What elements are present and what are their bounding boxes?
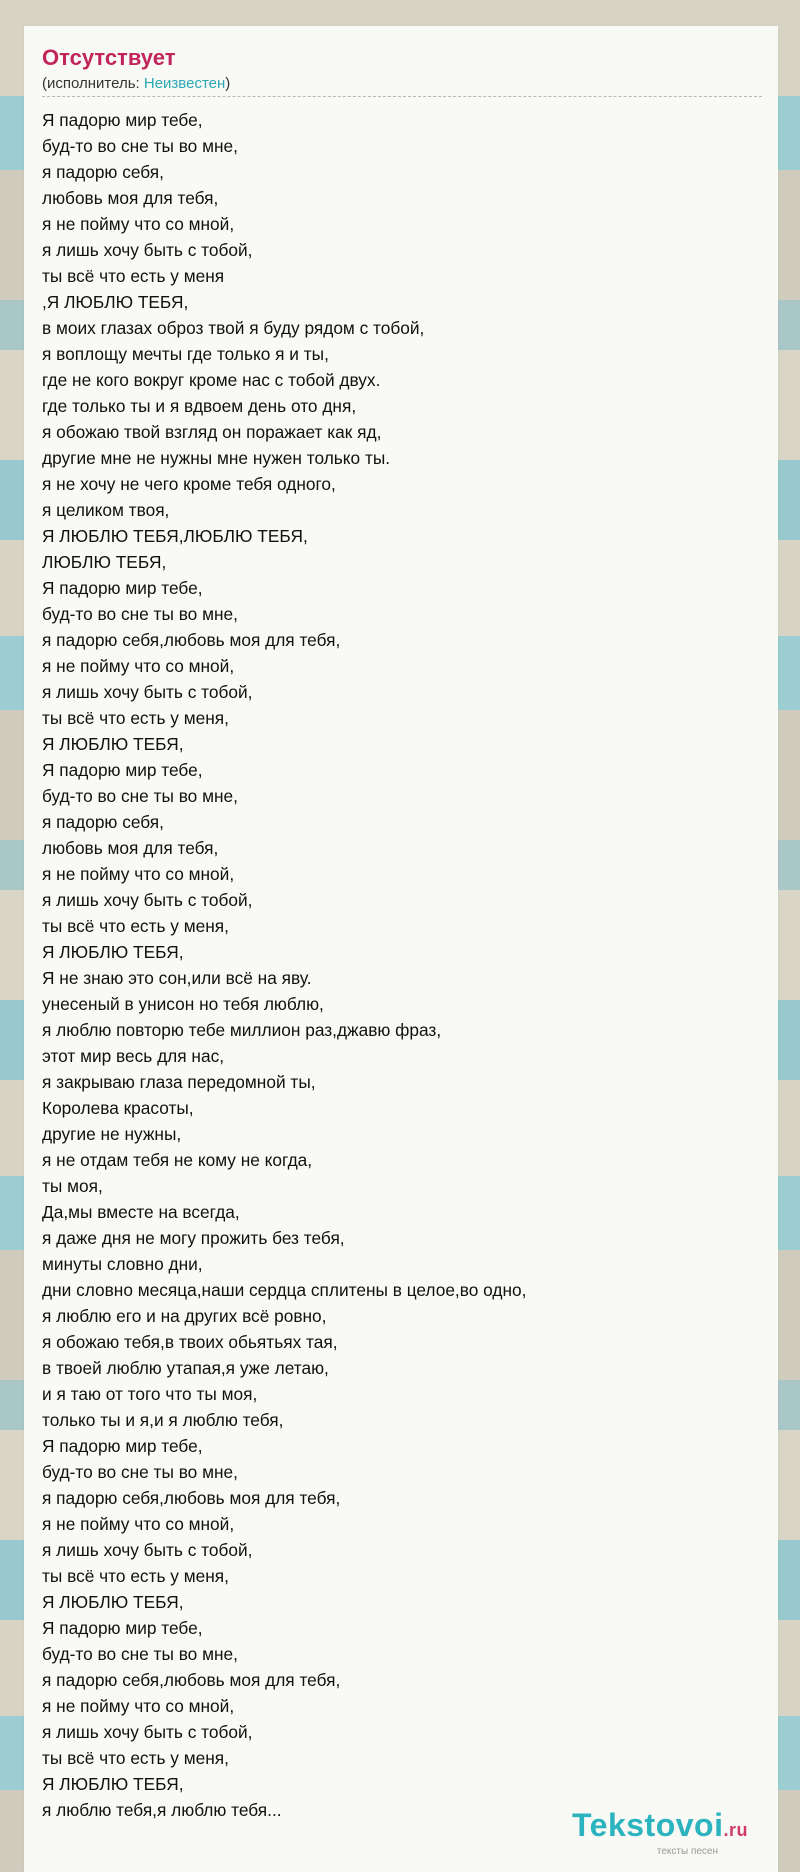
song-title: Отсутствует [42,45,176,70]
lyric-line: ты всё что есть у меня [42,266,225,286]
lyric-line: я падорю себя,любовь моя для тебя, [42,1488,341,1508]
lyric-line: я люблю тебя,я люблю тебя... [42,1800,282,1820]
lyric-line: я целиком твоя, [42,500,170,520]
lyric-line: любовь моя для тебя, [42,188,219,208]
lyric-line: я падорю себя, [42,162,164,182]
logo-tld: .ru [723,1820,748,1840]
logo-tagline: тексты песен [656,1846,718,1857]
lyric-line: Я ЛЮБЛЮ ТЕБЯ,ЛЮБЛЮ ТЕБЯ, [42,526,308,546]
lyric-line: Королева красоты, [42,1098,194,1118]
lyric-line: я не пойму что со мной, [42,656,235,676]
lyric-line: я обожаю тебя,в твоих обьятьях тая, [42,1332,338,1352]
lyric-line: Да,мы вместе на всегда, [42,1202,240,1222]
lyric-line: ЛЮБЛЮ ТЕБЯ, [42,552,167,572]
lyric-line: Я падорю мир тебе, [42,110,203,130]
lyric-line: я обожаю твой взгляд он поражает как яд, [42,422,382,442]
lyric-line: только ты и я,и я люблю тебя, [42,1410,284,1430]
lyric-line: другие не нужны, [42,1124,182,1144]
title-divider [42,96,762,97]
meta-suffix: ) [225,75,231,92]
lyric-line: буд-то во сне ты во мне, [42,786,238,806]
lyric-line: Я падорю мир тебе, [42,1436,203,1456]
lyric-line: Я не знаю это сон,или всё на яву. [42,968,312,988]
lyric-line: Я падорю мир тебе, [42,760,203,780]
lyric-line: я лишь хочу быть с тобой, [42,682,253,702]
lyric-line: где только ты и я вдвоем день ото дня, [42,396,357,416]
lyric-line: я падорю себя, [42,812,164,832]
lyric-line: я закрываю глаза передомной ты, [42,1072,316,1092]
lyric-line: я лишь хочу быть с тобой, [42,1540,253,1560]
lyrics-text [42,107,760,1823]
lyric-line: я воплощу мечты где только я и ты, [42,344,329,364]
lyric-line: я не пойму что со мной, [42,214,235,234]
lyric-line: я лишь хочу быть с тобой, [42,1722,253,1742]
lyric-line: я не хочу не чего кроме тебя одного, [42,474,336,494]
lyric-line: Я ЛЮБЛЮ ТЕБЯ, [42,1774,184,1794]
lyric-line: я падорю себя,любовь моя для тебя, [42,630,341,650]
lyric-line: буд-то во сне ты во мне, [42,136,238,156]
lyric-line: ты всё что есть у меня, [42,1566,229,1586]
lyric-line: я не пойму что со мной, [42,1514,235,1534]
lyric-line: я даже дня не могу прожить без тебя, [42,1228,345,1248]
meta-prefix: (исполнитель: [42,75,144,92]
logo-wordmark [572,1809,748,1846]
lyric-line: ты всё что есть у меня, [42,916,229,936]
lyric-line: дни словно месяца,наши сердца сплитены в целое,во одно, [42,1280,527,1300]
lyric-line: Я падорю мир тебе, [42,1618,203,1638]
lyric-line: ты моя, [42,1176,103,1196]
lyric-line: ты всё что есть у меня, [42,708,229,728]
lyric-line: Я ЛЮБЛЮ ТЕБЯ, [42,942,184,962]
lyric-line: я падорю себя,любовь моя для тебя, [42,1670,341,1690]
lyric-line: я не пойму что со мной, [42,1696,235,1716]
lyric-line: я лишь хочу быть с тобой, [42,240,253,260]
lyric-line: унесеный в унисон но тебя люблю, [42,994,324,1014]
lyric-line: я люблю повторю тебе миллион раз,джавю фраз, [42,1020,442,1040]
lyric-line: и я таю от того что ты моя, [42,1384,258,1404]
lyric-line: этот мир весь для нас, [42,1046,225,1066]
lyric-line: ,Я ЛЮБЛЮ ТЕБЯ, [42,292,189,312]
song-meta [42,74,760,94]
lyric-line: в твоей люблю утапая,я уже летаю, [42,1358,329,1378]
lyric-line: я не пойму что со мной, [42,864,235,884]
lyric-line: Я ЛЮБЛЮ ТЕБЯ, [42,734,184,754]
lyric-line: любовь моя для тебя, [42,838,219,858]
lyric-line: я не отдам тебя не кому не когда, [42,1150,313,1170]
lyric-line: буд-то во сне ты во мне, [42,604,238,624]
lyric-line: другие мне не нужны мне нужен только ты. [42,448,391,468]
lyric-line: ты всё что есть у меня, [42,1748,229,1768]
site-logo[interactable] [572,1809,748,1858]
lyric-line: буд-то во сне ты во мне, [42,1462,238,1482]
lyric-line: минуты словно дни, [42,1254,203,1274]
lyric-line: буд-то во сне ты во мне, [42,1644,238,1664]
lyric-line: Я ЛЮБЛЮ ТЕБЯ, [42,1592,184,1612]
logo-name: Tekstovoi [571,1807,724,1843]
lyric-line: где не кого вокруг кроме нас с тобой двух. [42,370,381,390]
lyric-line: я люблю его и на других всё ровно, [42,1306,327,1326]
lyric-line: Я падорю мир тебе, [42,578,203,598]
lyrics-card [24,26,778,1872]
artist-link[interactable]: Неизвестен [143,75,226,92]
lyric-line: я лишь хочу быть с тобой, [42,890,253,910]
lyric-line: в моих глазах оброз твой я буду рядом с тобой, [42,318,425,338]
